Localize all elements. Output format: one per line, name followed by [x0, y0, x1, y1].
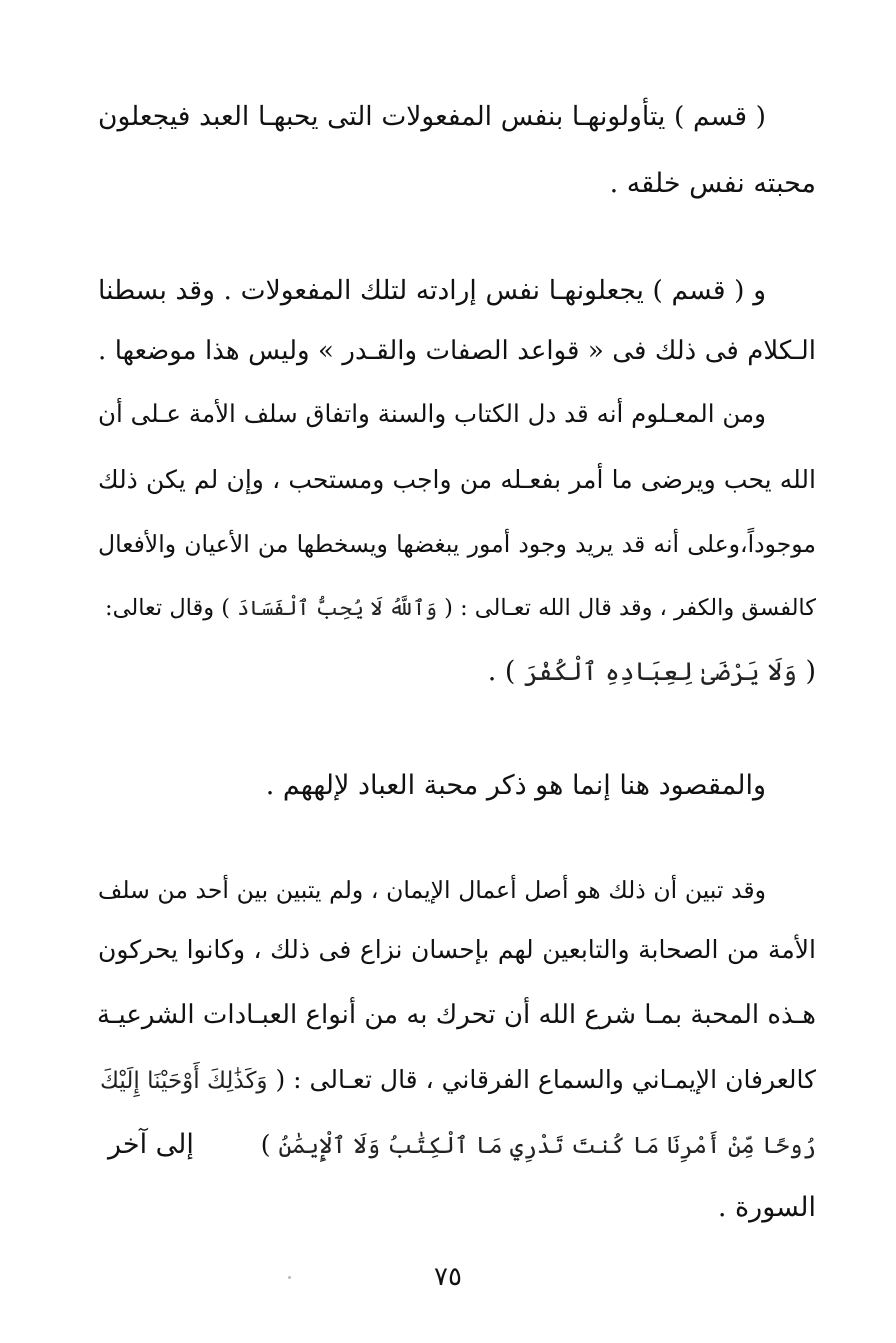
paragraph-5-line-4: [98, 1060, 816, 1100]
paragraph-5-line-1: وقد تبين أن ذلك هو أصل أعمال الإيمان ، ولم يتبين بين أحد من سلف: [98, 876, 766, 904]
paragraph-3-line-1: ومن المعـلوم أنه قد دل الكتاب والسنة واتفاق سلف الأمة عـلى أن: [98, 399, 766, 428]
page-number: ٧٥: [434, 1262, 462, 1292]
line-text-suffix: ) وقال تعالى:: [105, 595, 231, 621]
quran-verse: وَلَا يَرْضَىٰ لِعِبَادِهِ ٱلْكُفْرَ: [523, 657, 797, 686]
quran-verse: وَكَذَٰلِكَ أَوْحَيْنَا إِلَيْكَ: [100, 1068, 268, 1094]
paragraph-5-line-6: السورة .: [717, 1192, 816, 1223]
paragraph-3-line-2: الله يحب ويرضى ما أمر بفعـله من واجب ومستحب ، وإن لم يكن ذلك: [98, 465, 816, 494]
paragraph-3-line-3: موجوداً،وعلى أنه قد يريد وجود أمور يبغضها ويسخطها من الأعيان والأفعال: [98, 530, 816, 558]
paragraph-3-line-5: [98, 652, 816, 692]
open-bracket: (: [805, 656, 816, 687]
paragraph-5-line-5: [256, 1125, 816, 1165]
quran-verse: وَٱللَّهُ لَا يُحِبُّ ٱلْفَسَادَ: [237, 596, 437, 620]
paragraph-5-line-2: الأمة من الصحابة والتابعين لهم بإحسان نزاع فى ذلك ، وكانوا يحركون: [98, 935, 816, 964]
line-text-prefix: كالفسق والكفر ، وقد قال الله تعـالى : (: [444, 595, 816, 621]
paragraph-2-line-1: و ( قسم ) يجعلونهـا نفس إرادته لتلك المفعولات . وقد بسطنا: [98, 275, 766, 306]
quran-verse: رُوحًا مِّنْ أَمْرِنَا مَا كُنتَ تَدْرِي مَا ٱلْكِتَٰبُ وَلَا ٱلْإِيمَٰنُ: [278, 1133, 816, 1159]
paragraph-1-line-2: محبته نفس خلقه .: [609, 168, 816, 199]
close-bracket: ) .: [487, 656, 516, 687]
paragraph-3-line-4: [98, 588, 816, 628]
line-text-prefix: كالعرفان الإيمـاني والسماع الفرقاني ، قال تعـالى : (: [275, 1065, 816, 1094]
paragraph-1-line-1: ( قسم ) يتأولونهـا بنفس المفعولات التى يحبهـا العبد فيجعلون: [98, 101, 766, 132]
close-bracket: ): [260, 1130, 271, 1159]
continuation-text: إلى آخر: [108, 1129, 194, 1160]
paragraph-2-line-2: الـكلام فى ذلك فى « قواعد الصفات والقـدر » وليس هذا موضعها .: [98, 336, 816, 366]
paragraph-4-line-1: والمقصود هنا إنما هو ذكر محبة العباد لإلههم .: [265, 770, 766, 801]
paragraph-5-line-3: هـذه المحبة بمـا شرع الله أن تحرك به من أنواع العبـادات الشرعيـة: [97, 1000, 816, 1030]
speck-mark: [288, 1276, 291, 1279]
